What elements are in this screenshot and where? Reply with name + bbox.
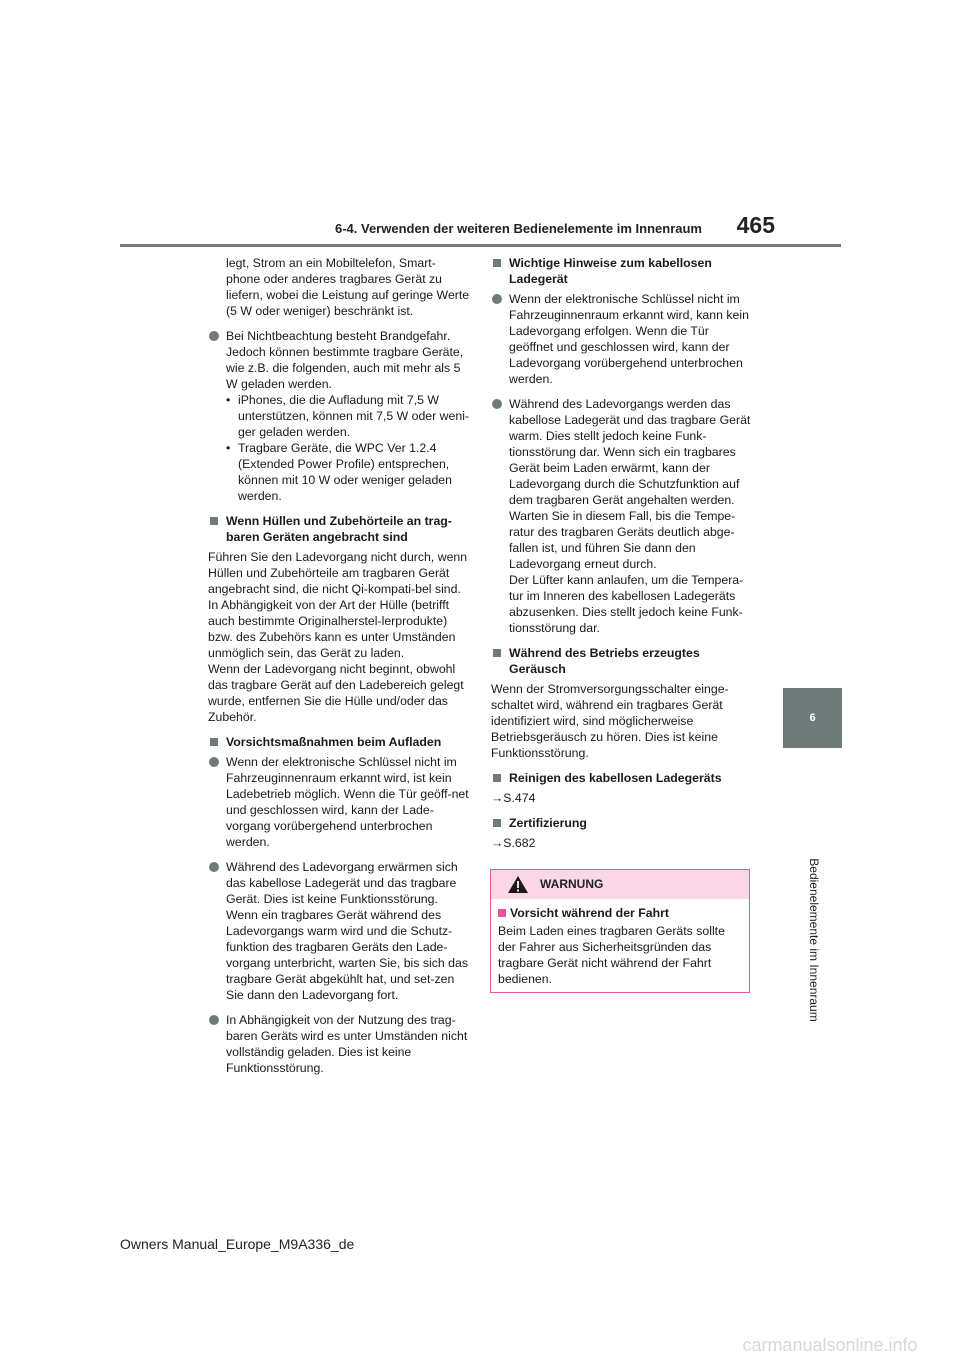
chapter-side-label: Bedienelemente im Innenraum	[807, 858, 821, 1022]
bullet-dot-icon	[209, 757, 219, 767]
bullet-text: Während des Ladevorgangs werden das kabellose Ladegerät und das tragbare Gerät warm. Dies stellt jedoch keine Funk-tionsstörung dar. Wenn sich ein tragbares Gerät beim Laden erwärmt, kann der Ladevorgang durch die Schutzfunktion auf dem tragbaren Gerät angehalten werden. Warten Sie in diesem Fall, bis die Tempe-ratur des tragbaren Geräts deutlich abge-fallen ist, und führen Sie dann den Ladevorgang erneut durch.	[509, 397, 751, 571]
body-paragraph: Wenn der Stromversorgungsschalter einge-schaltet wird, während ein tragbares Gerät identifiziert wird, sind möglicherweise Betriebsgeräusch zu hören. Dies ist keine Funktionsstörung.	[491, 682, 729, 760]
list-item	[208, 859, 470, 1003]
square-marker-icon	[210, 517, 218, 525]
sub-bullet-icon: •	[226, 393, 231, 407]
page-reference-link[interactable]: →S.682	[491, 836, 536, 850]
square-marker-icon	[493, 819, 501, 827]
section-heading	[491, 645, 753, 677]
section-heading	[491, 255, 753, 287]
right-column	[491, 255, 753, 860]
list-item	[208, 1012, 470, 1076]
heading-text: Zertifizierung	[509, 816, 587, 830]
header-divider	[120, 244, 841, 247]
section-heading	[491, 770, 753, 786]
warning-text: Beim Laden eines tragbaren Geräts sollte der Fahrer aus Sicherheitsgründen das tragbare Gerät nicht während der Fahrt bedienen.	[498, 924, 725, 986]
sub-bullet-icon: •	[226, 441, 231, 455]
bullet-dot-icon	[492, 294, 502, 304]
bullet-text: Während des Ladevorgang erwärmen sich das kabellose Ladegerät und das tragbare Gerät. Dies ist keine Funktionsstörung. Wenn ein tragbares Gerät während des Ladevorgangs warm wird und die Schutz-funktion des tragbaren Geräts den Lade-vorgang unterbricht, warten Sie, bis sich das tragbare Gerät abgekühlt hat, und set-zen Sie dann den Ladevorgang fort.	[226, 860, 468, 1002]
section-heading	[491, 815, 753, 831]
warning-heading	[498, 905, 742, 921]
list-item	[208, 328, 470, 504]
bullet-text: Bei Nichtbeachtung besteht Brandgefahr. Jedoch können bestimmte tragbare Geräte, wie z.B. die folgenden, auch mit mehr als 5 W geladen werden.	[226, 329, 464, 391]
sub-bullet-text: Tragbare Geräte, die WPC Ver 1.2.4 (Extended Power Profile) entsprechen, können mit 10 W oder weniger geladen werden.	[238, 441, 452, 503]
body-text: Wenn der Ladevorgang nicht beginnt, obwohl das tragbare Gerät auf den Ladebereich gelegt wurde, entfernen Sie die Hülle und/oder das Zubehör.	[208, 662, 464, 724]
bullet-dot-icon	[492, 399, 502, 409]
warning-label: WARNUNG	[540, 877, 604, 891]
heading-text: Reinigen des kabellosen Ladegeräts	[509, 771, 722, 785]
warning-box	[490, 869, 750, 993]
page-number: 465	[736, 212, 775, 238]
square-marker-icon	[493, 259, 501, 267]
bullet-text: Wenn der elektronische Schlüssel nicht im Fahrzeuginnenraum erkannt wird, ist kein Ladebetrieb möglich. Wenn die Tür geöff-net und geschlossen wird, kann der Lade-vorgang vorübergehend unterbrochen werden.	[226, 755, 469, 849]
body-text: Führen Sie den Ladevorgang nicht durch, wenn Hüllen und Zubehörteile am tragbaren Gerät angebracht sind, die nicht Qi-kompati-bel sind. In Abhängigkeit von der Art der Hülle (betrifft auch bestimmte Originalherstel-lerprodukte) bzw. des Zubehörs kann es unter Umständen unmöglich sein, das Gerät zu laden.	[208, 550, 468, 660]
warning-triangle-icon	[507, 875, 529, 894]
page-reference-link[interactable]: →S.474	[491, 791, 536, 805]
warning-body	[491, 899, 749, 987]
footer-text: Owners Manual_Europe_M9A336_de	[120, 1236, 355, 1252]
list-item	[208, 754, 470, 850]
bullet-text: Wenn der elektronische Schlüssel nicht im Fahrzeuginnenraum erkannt wird, kann kein Ladevorgang erfolgen. Wenn die Tür geöffnet und geschlossen wird, kann der Ladevorgang vorübergehend unterbrochen werden.	[509, 292, 749, 386]
left-column	[208, 255, 470, 1085]
chapter-tab[interactable]: 6	[783, 688, 842, 748]
heading-text: Wenn Hüllen und Zubehörteile an trag-baren Geräten angebracht sind	[226, 514, 452, 544]
bullet-dot-icon	[209, 1015, 219, 1025]
section-heading	[208, 734, 470, 750]
intro-paragraph: legt, Strom an ein Mobiltelefon, Smart-phone oder anderes tragbares Gerät zu liefern, wobei die Leistung auf geringe Werte (5 W oder weniger) beschränkt ist.	[226, 256, 470, 318]
heading-text: Während des Betriebs erzeugtes Geräusch	[509, 646, 700, 676]
watermark-logo	[700, 1332, 960, 1358]
section-heading	[208, 513, 470, 545]
section-title: 6-4. Verwenden der weiteren Bedienelemente im Innenraum	[334, 221, 702, 236]
bullet-text: In Abhängigkeit von der Nutzung des trag-baren Geräts wird es unter Umständen nicht vollständig geladen. Dies ist keine Funktionsstörung.	[226, 1013, 468, 1075]
heading-text: Wichtige Hinweise zum kabellosen Ladegerät	[509, 256, 712, 286]
bullet-dot-icon	[209, 331, 219, 341]
square-marker-icon	[498, 909, 506, 917]
list-item	[491, 396, 753, 636]
bullet-dot-icon	[209, 862, 219, 872]
square-marker-icon	[493, 649, 501, 657]
sub-list-item	[226, 392, 470, 440]
body-paragraph	[208, 549, 470, 725]
square-marker-icon	[493, 774, 501, 782]
list-item	[491, 291, 753, 387]
sub-bullet-text: iPhones, die die Aufladung mit 7,5 W unterstützen, können mit 7,5 W oder weni-ger geladen werden.	[238, 393, 470, 439]
watermark-text: carmanualsonline.info	[742, 1335, 918, 1355]
square-marker-icon	[210, 738, 218, 746]
sub-list-item	[226, 440, 470, 504]
heading-text: Vorsicht während der Fahrt	[510, 906, 669, 920]
heading-text: Vorsichtsmaßnahmen beim Aufladen	[226, 735, 442, 749]
warning-header	[491, 870, 749, 899]
bullet-text: Der Lüfter kann anlaufen, um die Tempera-tur im Inneren des kabellosen Ladegeräts abzusenken. Dies stellt jedoch keine Funk-tionsstörung dar.	[509, 573, 744, 635]
